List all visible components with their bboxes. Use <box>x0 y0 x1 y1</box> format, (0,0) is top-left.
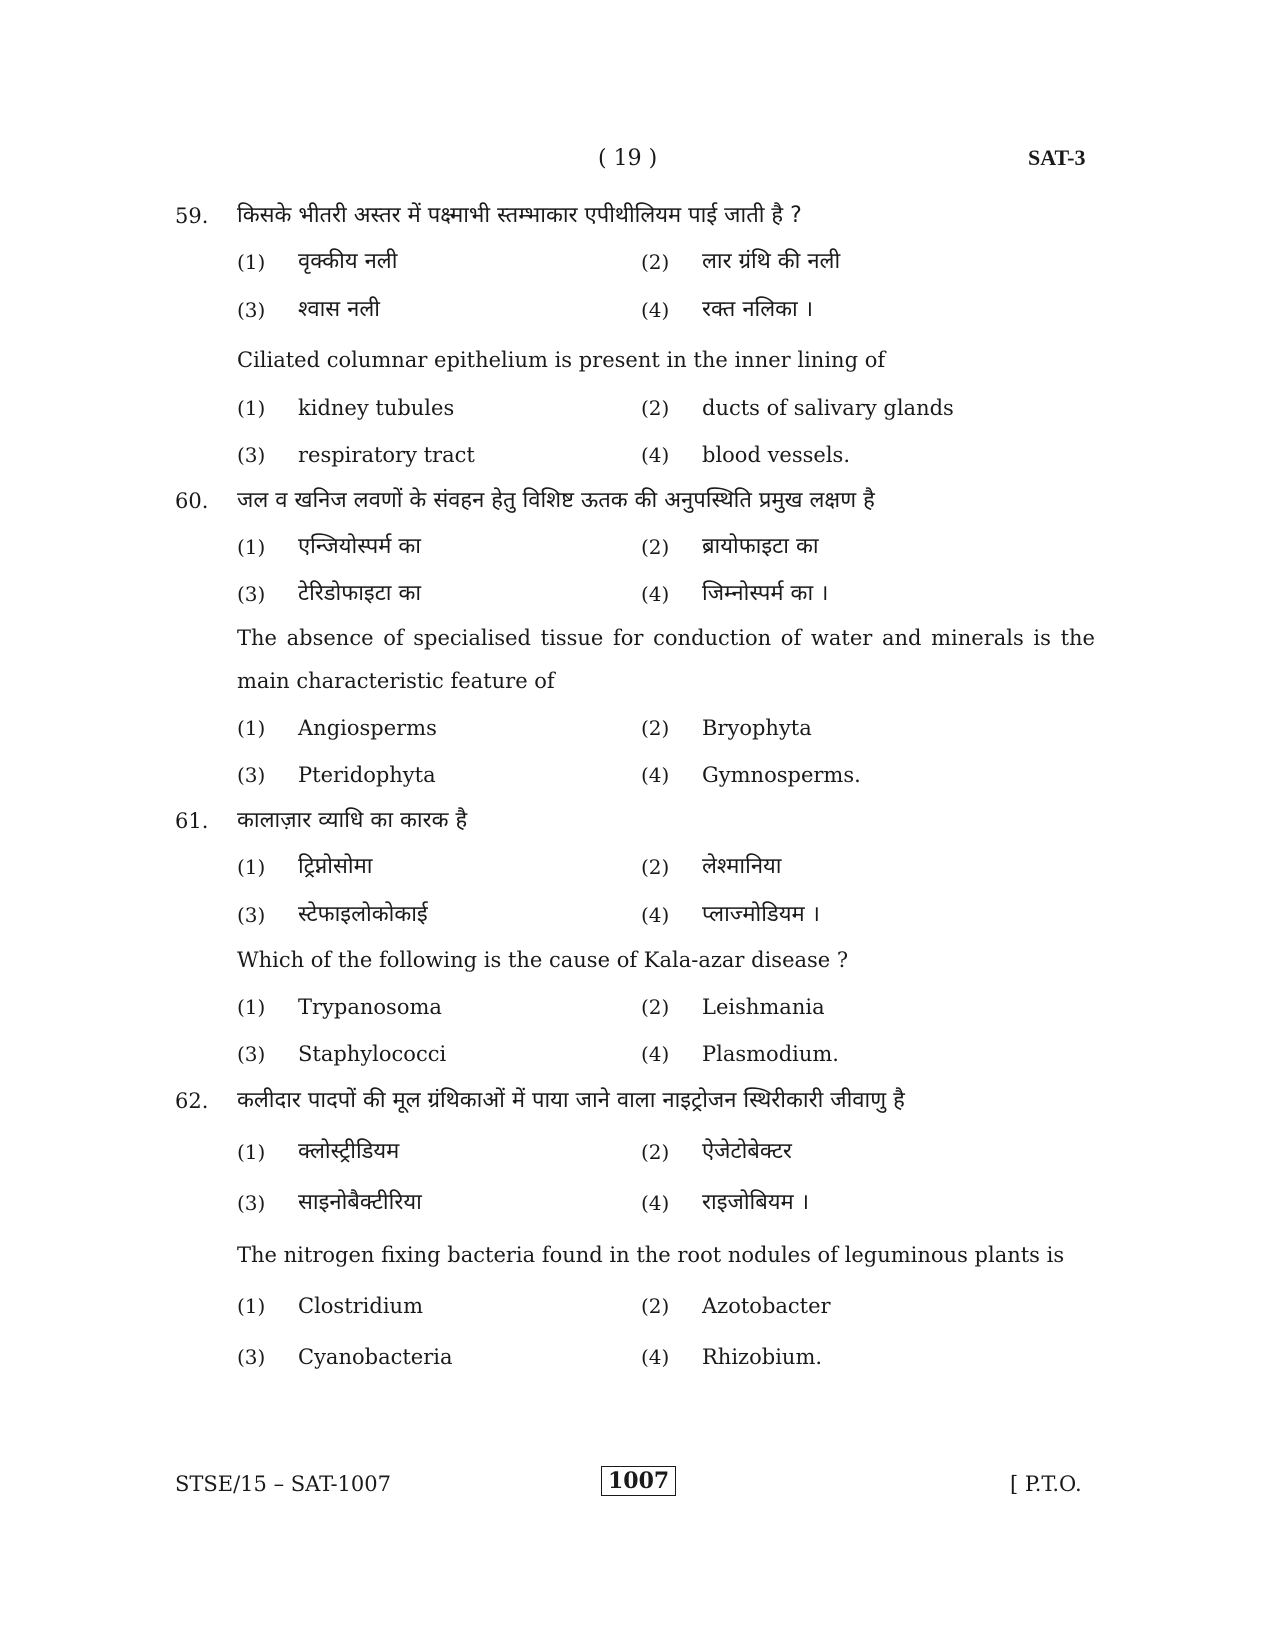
question-number: 61. <box>175 809 209 833</box>
option-number: (1) <box>237 716 266 740</box>
option-number: (3) <box>237 1042 266 1066</box>
question-stem-english: The absence of specialised tissue for conduction of water and minerals is the main characteristic feature of <box>237 626 1095 693</box>
option-number: (3) <box>237 1345 266 1369</box>
option-number: (1) <box>237 995 266 1019</box>
paper-code: SAT-3 <box>1028 145 1086 170</box>
option-number: (2) <box>641 855 670 879</box>
option-number: (4) <box>641 1345 670 1369</box>
question-number: 60. <box>175 489 209 513</box>
option-number: (4) <box>641 1042 670 1066</box>
question-stem-hindi: किसके भीतरी अस्तर में पक्ष्माभी स्तम्भाकार एपीथीलियम पाई जाती है ? <box>237 203 802 228</box>
option-text-english: Azotobacter <box>702 1294 831 1318</box>
option-text-english: Rhizobium. <box>702 1345 823 1369</box>
option-text-hindi: स्टेफाइलोकोकाई <box>298 902 428 927</box>
option-number: (2) <box>641 1294 670 1318</box>
option-number: (3) <box>237 763 266 787</box>
option-text-english: Trypanosoma <box>298 995 442 1019</box>
option-number: (2) <box>641 995 670 1019</box>
option-text-hindi: ऐजेटोबेक्टर <box>702 1139 792 1164</box>
option-text-hindi: साइनोबैक्टीरिया <box>298 1190 422 1215</box>
footer-pto: [ P.T.O. <box>1010 1472 1082 1496</box>
option-text-hindi: जिम्नोस्पर्म का । <box>702 581 829 606</box>
question-stem-hindi: जल व खनिज लवणों के संवहन हेतु विशिष्ट ऊतक की अनुपस्थिति प्रमुख लक्षण है <box>237 488 875 513</box>
option-text-english: ducts of salivary glands <box>702 396 954 420</box>
question-number: 59. <box>175 204 209 228</box>
option-text-english: Staphylococci <box>298 1042 447 1066</box>
question-stem-hindi: कालाज़ार व्याधि का कारक है <box>237 808 468 833</box>
option-number: (3) <box>237 1191 266 1215</box>
option-text-hindi: राइजोबियम । <box>702 1190 810 1215</box>
option-text-hindi: श्वास नली <box>298 297 380 322</box>
option-text-english: Cyanobacteria <box>298 1345 453 1369</box>
option-text-hindi: ब्रायोफाइटा का <box>702 534 819 559</box>
option-number: (1) <box>237 250 266 274</box>
option-text-hindi: टेरिडोफाइटा का <box>298 581 422 606</box>
option-number: (2) <box>641 1140 670 1164</box>
option-text-english: kidney tubules <box>298 396 455 420</box>
option-text-hindi: लेश्मानिया <box>702 854 782 879</box>
option-number: (2) <box>641 535 670 559</box>
question-number: 62. <box>175 1089 209 1113</box>
option-number: (4) <box>641 582 670 606</box>
option-text-hindi: क्लोस्ट्रीडियम <box>298 1139 400 1164</box>
option-number: (3) <box>237 903 266 927</box>
option-number: (3) <box>237 582 266 606</box>
question-stem-english: The nitrogen fixing bacteria found in the root nodules of leguminous plants is <box>237 1243 1065 1267</box>
option-text-hindi: एन्जियोस्पर्म का <box>298 534 421 559</box>
option-number: (4) <box>641 763 670 787</box>
option-text-english: Gymnosperms. <box>702 763 861 787</box>
page-number: ( 19 ) <box>598 146 658 171</box>
option-number: (2) <box>641 396 670 420</box>
option-text-hindi: ट्रिप्नोसोमा <box>298 854 373 879</box>
option-number: (4) <box>641 298 670 322</box>
option-text-hindi: रक्त नलिका । <box>702 297 814 322</box>
option-number: (1) <box>237 396 266 420</box>
option-number: (3) <box>237 298 266 322</box>
question-stem-hindi: कलीदार पादपों की मूल ग्रंथिकाओं में पाया जाने वाला नाइट्रोजन स्थिरीकारी जीवाणु है <box>237 1088 905 1113</box>
option-number: (4) <box>641 1191 670 1215</box>
footer-page-code-box: 1007 <box>601 1466 676 1496</box>
option-text-english: blood vessels. <box>702 443 851 467</box>
option-text-english: Leishmania <box>702 995 825 1019</box>
option-text-hindi: प्लाज्मोडियम । <box>702 902 820 927</box>
option-number: (4) <box>641 903 670 927</box>
option-number: (3) <box>237 443 266 467</box>
option-text-english: respiratory tract <box>298 443 475 467</box>
option-number: (2) <box>641 250 670 274</box>
option-text-hindi: लार ग्रंथि की नली <box>702 249 841 274</box>
option-number: (4) <box>641 443 670 467</box>
option-text-hindi: वृक्कीय नली <box>298 249 398 274</box>
footer-paper-id: STSE/15 – SAT-1007 <box>175 1472 391 1496</box>
option-number: (2) <box>641 716 670 740</box>
option-text-english: Clostridium <box>298 1294 423 1318</box>
option-text-english: Angiosperms <box>298 716 437 740</box>
option-number: (1) <box>237 1294 266 1318</box>
option-number: (1) <box>237 855 266 879</box>
option-text-english: Pteridophyta <box>298 763 436 787</box>
option-text-english: Bryophyta <box>702 716 812 740</box>
option-number: (1) <box>237 535 266 559</box>
option-number: (1) <box>237 1140 266 1164</box>
question-stem-english: Which of the following is the cause of Kala-azar disease ? <box>237 948 849 972</box>
option-text-english: Plasmodium. <box>702 1042 839 1066</box>
question-stem-english: Ciliated columnar epithelium is present in the inner lining of <box>237 348 886 372</box>
